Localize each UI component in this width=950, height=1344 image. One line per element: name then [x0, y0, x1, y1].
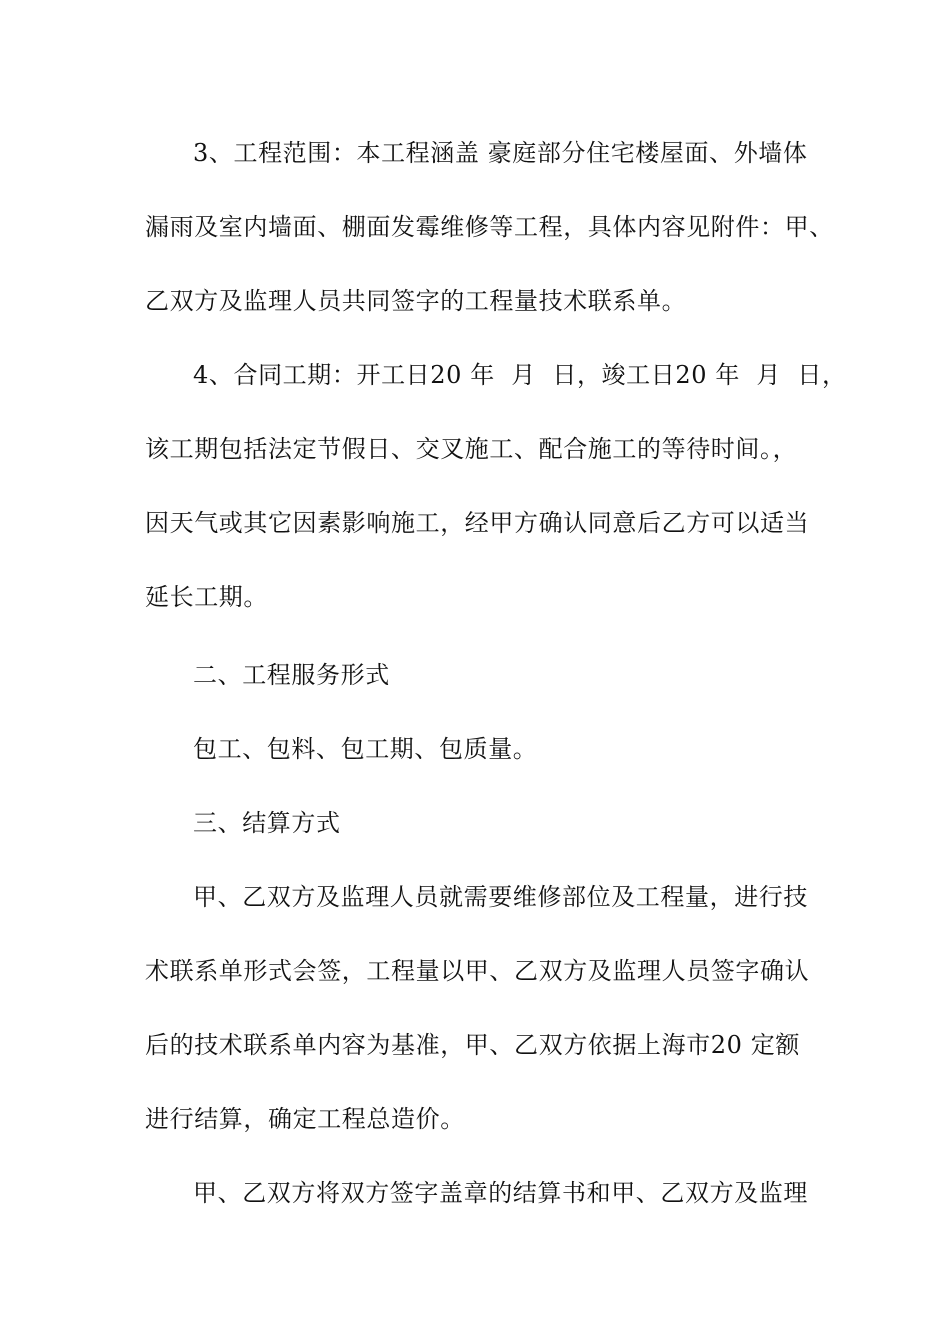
- section-heading-settlement: 三、结算方式: [193, 809, 341, 837]
- paragraph-scope-line-2: 漏雨及室内墙面、棚面发霉维修等工程，具体内容见附件：甲、: [145, 213, 834, 241]
- section-heading-service-form: 二、工程服务形式: [193, 661, 390, 689]
- paragraph-settlement-line-2: 术联系单形式会签，工程量以甲、乙双方及监理人员签字确认: [145, 957, 810, 985]
- paragraph-settlement-docs-line-1: 甲、乙双方将双方签字盖章的结算书和甲、乙双方及监理: [193, 1179, 808, 1207]
- paragraph-duration-line-1: 4、合同工期：开工日20 年 月 日，竣工日20 年 月 日，: [193, 361, 847, 389]
- paragraph-scope-line-3: 乙双方及监理人员共同签字的工程量技术联系单。: [145, 287, 687, 315]
- paragraph-settlement-line-4: 进行结算，确定工程总造价。: [145, 1105, 465, 1133]
- paragraph-duration-line-4: 延长工期。: [145, 583, 268, 611]
- paragraph-duration-line-3: 因天气或其它因素影响施工，经甲方确认同意后乙方可以适当: [145, 509, 810, 537]
- paragraph-duration-line-2: 该工期包括法定节假日、交叉施工、配合施工的等待时间。，: [145, 435, 798, 463]
- paragraph-settlement-line-1: 甲、乙双方及监理人员就需要维修部位及工程量，进行技: [193, 883, 808, 911]
- paragraph-scope-line-1: 3、工程范围：本工程涵盖 豪庭部分住宅楼屋面、外墙体: [193, 139, 808, 167]
- paragraph-settlement-line-3: 后的技术联系单内容为基准，甲、乙双方依据上海市20 定额: [145, 1031, 800, 1059]
- paragraph-service-form: 包工、包料、包工期、包质量。: [193, 735, 538, 763]
